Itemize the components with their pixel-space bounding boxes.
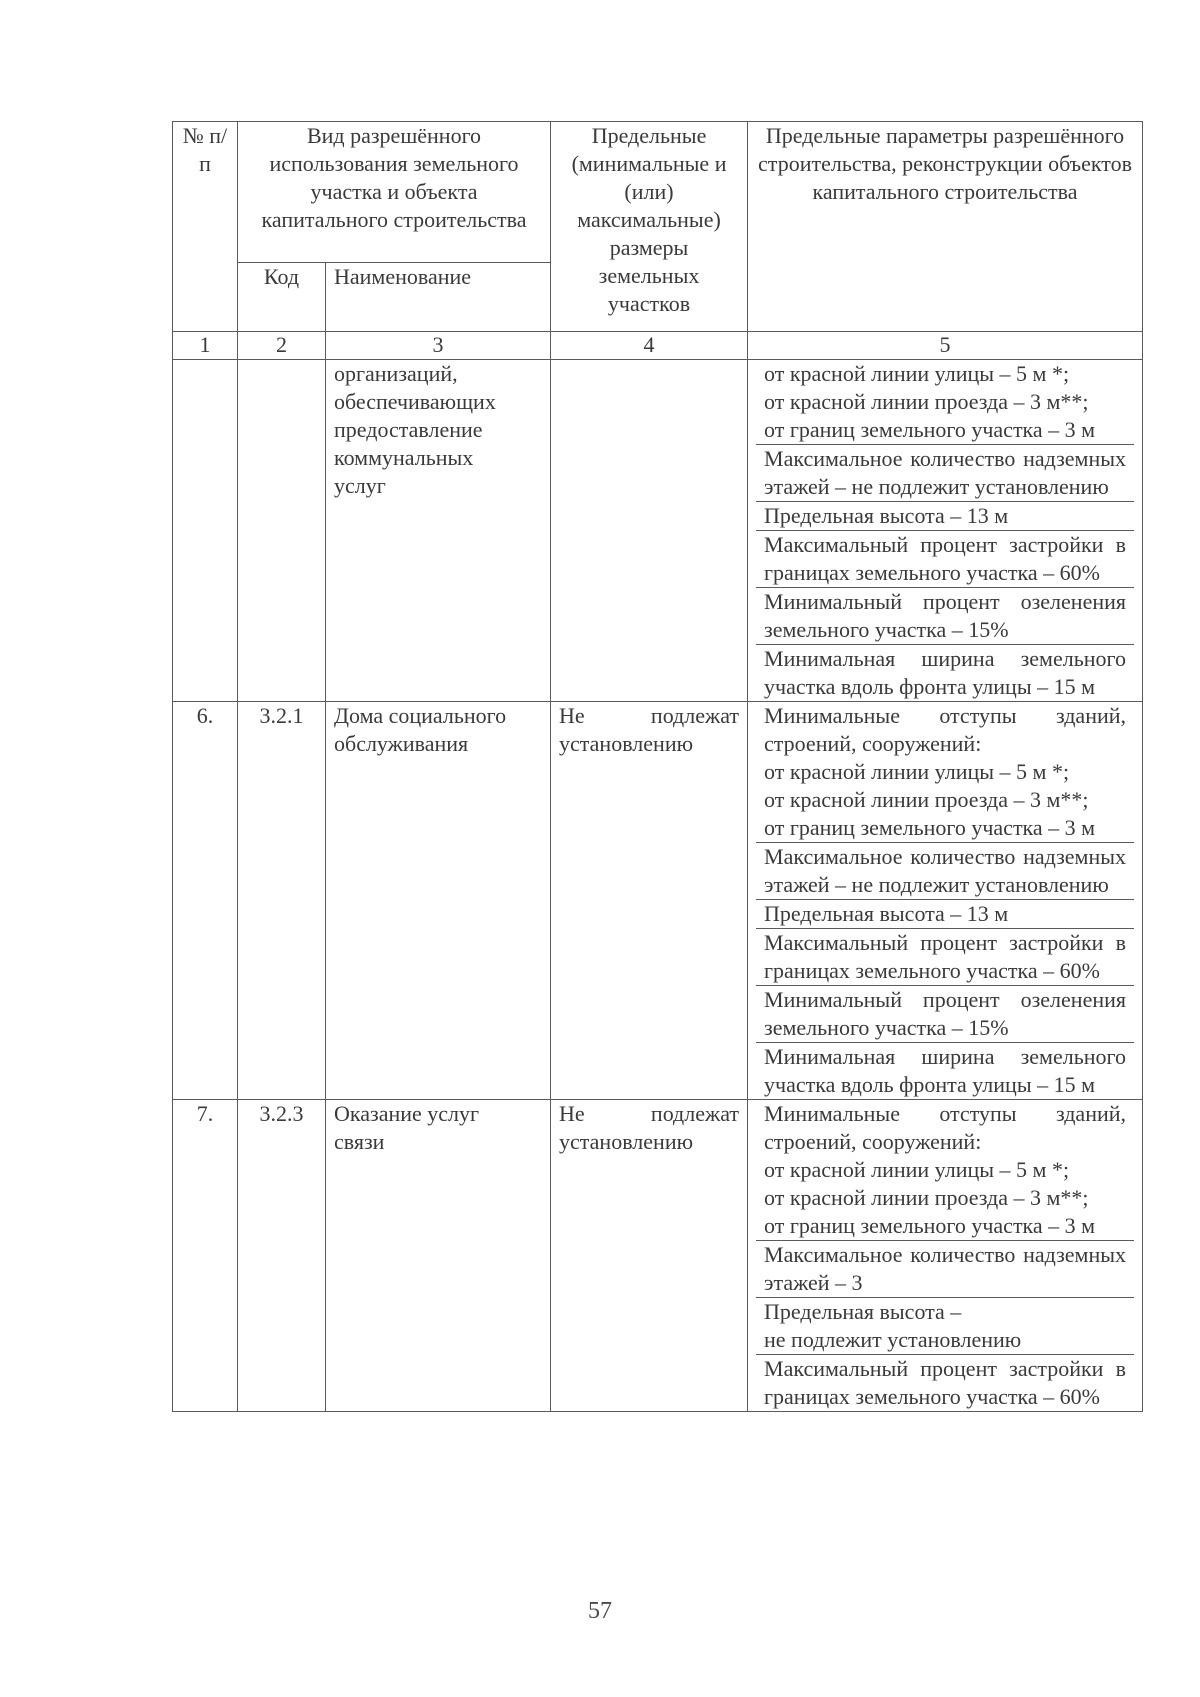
param-cell [756,588,1134,645]
param-cell [756,645,1134,701]
param-cell [756,1043,1134,1099]
param-cell [756,1241,1134,1298]
param-cell [756,843,1134,900]
param-line: Максимальное количество надземных этажей – не подлежит установлению [764,844,1127,897]
param-cell [756,360,1134,445]
row-num: 6. [173,702,238,1100]
row-name [326,702,551,1100]
param-line: от красной линии улицы – 5 м *; [764,361,1070,386]
table-row [173,1100,1143,1412]
row-name-line: коммунальных [334,445,474,470]
param-line: от красной линии улицы – 5 м *; [764,759,1070,784]
param-line: от границ земельного участка – 3 м [764,815,1096,840]
param-line: от красной линии улицы – 5 м *; [764,1157,1070,1182]
param-cell [756,929,1134,986]
row-name-line: Дома социального [334,703,507,728]
column-number-5: 5 [748,332,1143,360]
row-params [748,360,1143,702]
header-sizes: Предельные (минимальные и (или) максимальные) размеры земельных участков [551,122,748,332]
param-line: Минимальная ширина земельного участка вдоль фронта улицы – 15 м [764,646,1127,699]
row-num [173,360,238,702]
header-name: Наименование [326,263,551,332]
row-name-line: услуг [334,473,386,498]
row-code: 3.2.1 [238,702,326,1100]
param-line: Минимальный процент озеленения земельного участка – 15% [764,589,1127,642]
param-line: от границ земельного участка – 3 м [764,417,1096,442]
param-cell [756,531,1134,588]
row-name-line: организаций, [334,361,458,386]
param-cell [756,900,1134,929]
column-number-4: 4 [551,332,748,360]
column-number-3: 3 [326,332,551,360]
zoning-table [172,121,1143,1412]
param-line: Максимальный процент застройки в границах земельного участка – 60% [764,930,1127,983]
row-params [748,1100,1143,1412]
param-line: Максимальный процент застройки в границах земельного участка – 60% [764,532,1127,585]
row-params [748,702,1143,1100]
page-number: 57 [588,1598,612,1624]
param-line: Максимальное количество надземных этажей – 3 [764,1242,1127,1295]
param-line: Минимальная ширина земельного участка вдоль фронта улицы – 15 м [764,1044,1127,1097]
param-cell [756,502,1134,531]
param-cell [756,702,1134,843]
row-num: 7. [173,1100,238,1412]
row-name-line: обеспечивающих [334,389,496,414]
header-params: Предельные параметры разрешённого строительства, реконструкции объектов капитального строительства [748,122,1143,332]
param-line: Предельная высота – 13 м [764,901,1009,926]
param-line: Максимальный процент застройки в границах земельного участка – 60% [764,1356,1127,1409]
param-line: Предельная высота – 13 м [764,503,1009,528]
row-name [326,360,551,702]
param-line: от красной линии проезда – 3 м**; [764,1185,1089,1210]
param-line: Минимальные отступы зданий, строений, сооружений: [764,703,1127,756]
row-sizes [551,360,748,702]
param-cell [756,1355,1134,1411]
param-line: не подлежит установлению [764,1327,1022,1352]
param-cell [756,1100,1134,1241]
column-number-2: 2 [238,332,326,360]
header-code: Код [238,263,326,332]
param-line: Максимальное количество надземных этажей – не подлежит установлению [764,446,1127,499]
param-line: Минимальный процент озеленения земельного участка – 15% [764,987,1127,1040]
row-sizes: Не подлежат установлению [551,702,748,1100]
param-cell [756,986,1134,1043]
param-cell [756,445,1134,502]
row-code: 3.2.3 [238,1100,326,1412]
param-cell [756,1298,1134,1355]
param-line: Минимальные отступы зданий, строений, сооружений: [764,1101,1127,1154]
header-use-group: Вид разрешённого использования земельного участка и объекта капитального строительства [238,122,551,263]
row-name-line: связи [334,1129,385,1154]
column-number-1: 1 [173,332,238,360]
param-line: от красной линии проезда – 3 м**; [764,389,1089,414]
row-name-line: предоставление [334,417,483,442]
param-line: от границ земельного участка – 3 м [764,1213,1096,1238]
row-sizes: Не подлежат установлению [551,1100,748,1412]
row-name-line: Оказание услуг [334,1101,480,1126]
table-row [173,360,1143,702]
row-name-line: обслуживания [334,731,469,756]
row-code [238,360,326,702]
param-line: Предельная высота – [764,1299,962,1324]
header-num: № п/п [173,122,238,332]
row-name [326,1100,551,1412]
param-line: от красной линии проезда – 3 м**; [764,787,1089,812]
table-row [173,702,1143,1100]
